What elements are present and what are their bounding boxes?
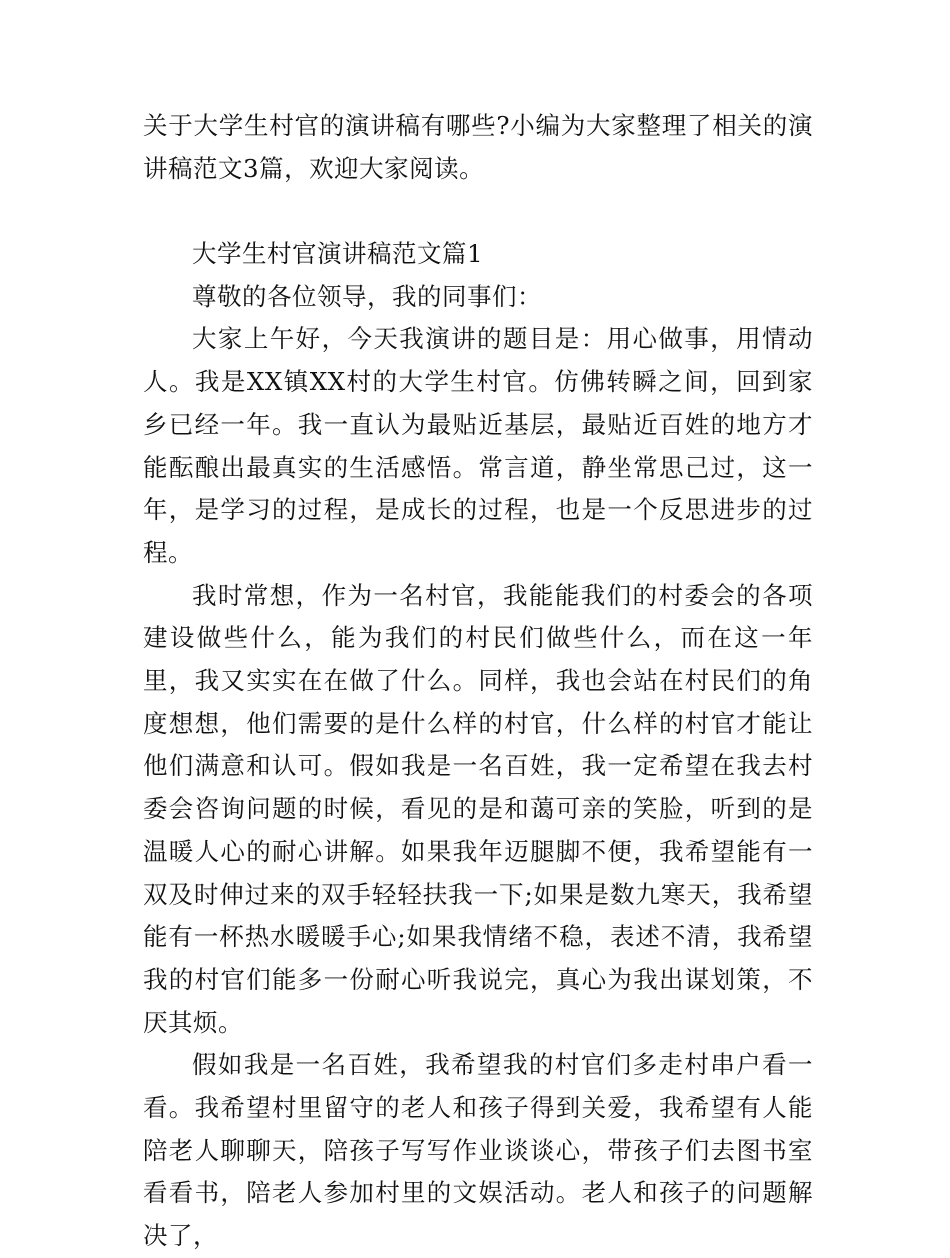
body-paragraph: 假如我是一名百姓，我希望我的村官们多走村串户看一看。我希望村里留守的老人和孩子得到关爱，我希望有人能陪老人聊聊天，陪孩子写写作业谈谈心，带孩子们去图书室看看书，陪老人参加村里的文娱活动。老人和孩子的问题解决了， [143, 1050, 813, 1251]
body-paragraph: 我时常想，作为一名村官，我能能我们的村委会的各项建设做些什么，能为我们的村民们做些什么，而在这一年里，我又实实在在做了什么。同样，我也会站在村民们的角度想想，他们需要的是什么样的村官，什么样的村官才能让他们满意和认可。假如我是一名百姓，我一定希望在我去村委会咨询问题的时候，看见的是和蔼可亲的笑脸，听到的是温暖人心的耐心讲解。如果我年迈腿脚不便，我希望能有一双及时伸过来的双手轻轻扶我一下;如果是数九寒天，我希望能有一杯热水暖暖手心;如果我情绪不稳，表述不清，我希望我的村官们能多一份耐心听我说完，真心为我出谋划策，不厌其烦。 [143, 580, 813, 1037]
salutation-paragraph: 尊敬的各位领导，我的同事们： [192, 281, 542, 311]
intro-paragraph: 关于大学生村官的演讲稿有哪些?小编为大家整理了相关的演讲稿范文3篇，欢迎大家阅读。 [143, 111, 813, 183]
body-paragraph: 大家上午好，今天我演讲的题目是：用心做事，用情动人。我是XX镇XX村的大学生村官。仿佛转瞬之间，回到家乡已经一年。我一直认为最贴近基层，最贴近百姓的地方才能酝酿出最真实的生活感悟。常言道，静坐常思己过，这一年，是学习的过程，是成长的过程，也是一个反思进步的过程。 [143, 324, 813, 567]
article-body [143, 233, 813, 1258]
section-title: 大学生村官演讲稿范文篇1 [192, 239, 484, 268]
